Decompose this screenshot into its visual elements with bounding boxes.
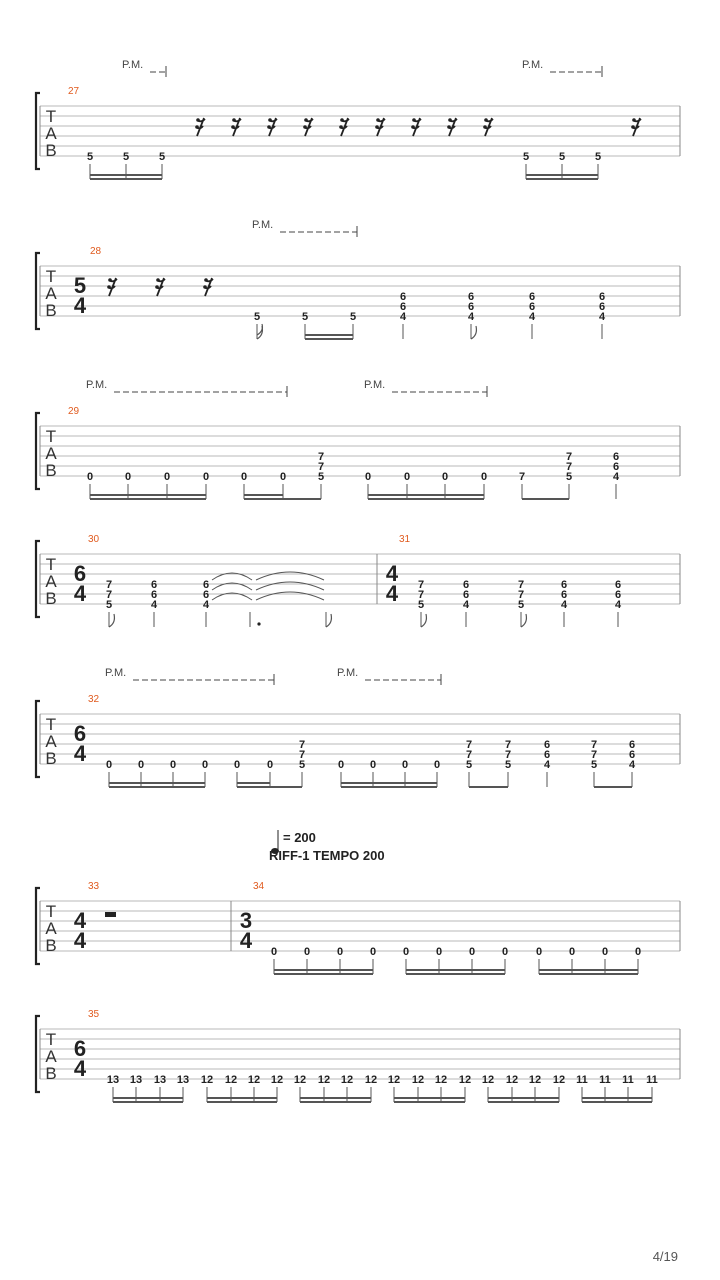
tab-clef-letter: B — [45, 936, 57, 955]
system-bracket — [36, 1016, 40, 1092]
staff-system-1 — [36, 59, 680, 179]
palm-mute-label: P.M. — [364, 379, 386, 391]
fret-number: 13 — [176, 1074, 190, 1086]
fret-number: 0 — [279, 471, 287, 483]
time-signature-top: 3 — [239, 908, 253, 933]
note-flag — [521, 614, 526, 627]
staff-system-6 — [36, 830, 680, 974]
time-signature-bottom: 4 — [239, 928, 253, 953]
fret-number: 12 — [387, 1074, 401, 1086]
fret-number: 4 — [614, 599, 622, 611]
fret-number: 6 — [612, 461, 620, 473]
palm-mute-label: P.M. — [86, 379, 108, 391]
fret-number: 6 — [528, 301, 536, 313]
rest-dot — [108, 278, 112, 282]
tab-clef-letter: B — [45, 461, 57, 480]
fret-number: 6 — [614, 579, 622, 591]
fret-number: 0 — [169, 759, 177, 771]
fret-number: 6 — [399, 301, 407, 313]
fret-number: 5 — [594, 151, 602, 163]
fret-number: 7 — [504, 749, 512, 761]
fret-number: 5 — [317, 471, 325, 483]
fret-number: 4 — [543, 759, 551, 771]
page-number: 4/19 — [652, 1249, 678, 1264]
time-signature-top: 6 — [73, 561, 87, 586]
palm-mute-label: P.M. — [522, 59, 544, 71]
fret-number: 5 — [349, 311, 357, 323]
fret-number: 12 — [505, 1074, 519, 1086]
fret-number: 7 — [517, 589, 525, 601]
fret-number: 12 — [528, 1074, 542, 1086]
tab-clef-letter: A — [45, 1047, 57, 1066]
tab-clef-letter: B — [45, 141, 57, 160]
fret-number: 6 — [614, 589, 622, 601]
fret-number: 5 — [253, 311, 261, 323]
fret-number: 5 — [298, 759, 306, 771]
rest-dot — [155, 285, 159, 289]
rest-dot — [195, 125, 199, 129]
fret-number: 13 — [106, 1074, 120, 1086]
fret-number: 7 — [298, 739, 306, 751]
time-signature-bottom: 4 — [385, 581, 399, 606]
fret-number: 12 — [200, 1074, 214, 1086]
bar-number: 30 — [88, 534, 100, 545]
fret-number: 5 — [105, 599, 113, 611]
fret-number: 12 — [411, 1074, 425, 1086]
fret-number: 7 — [317, 461, 325, 473]
fret-number: 12 — [340, 1074, 354, 1086]
fret-number: 6 — [202, 579, 210, 591]
fret-number: 11 — [576, 1074, 588, 1086]
fret-number: 12 — [317, 1074, 331, 1086]
fret-number: 4 — [399, 311, 407, 323]
section-label: RIFF-1 TEMPO 200 — [269, 848, 385, 863]
rest-dot — [304, 118, 308, 122]
fret-number: 4 — [560, 599, 568, 611]
staff-system-5 — [36, 667, 680, 787]
fret-number: 6 — [202, 589, 210, 601]
fret-number: 12 — [434, 1074, 448, 1086]
fret-number: 6 — [462, 589, 470, 601]
time-signature-bottom: 4 — [73, 1056, 87, 1081]
fret-number: 0 — [266, 759, 274, 771]
fret-number: 5 — [565, 471, 573, 483]
fret-number: 0 — [601, 946, 609, 958]
rest-dot — [376, 118, 380, 122]
rest-dot — [339, 125, 343, 129]
fret-number: 0 — [137, 759, 145, 771]
fret-number: 12 — [481, 1074, 495, 1086]
fret-number: 4 — [202, 599, 210, 611]
fret-number: 0 — [201, 759, 209, 771]
fret-number: 11 — [622, 1074, 634, 1086]
fret-number: 0 — [270, 946, 278, 958]
fret-number: 6 — [462, 579, 470, 591]
rest-dot — [484, 118, 488, 122]
fret-number: 6 — [150, 579, 158, 591]
time-signature-top: 5 — [73, 273, 87, 298]
bar-number: 33 — [88, 881, 100, 892]
fret-number: 0 — [369, 759, 377, 771]
fret-number: 0 — [336, 946, 344, 958]
rest-dot — [204, 278, 208, 282]
fret-number: 6 — [598, 291, 606, 303]
half-rest — [105, 912, 116, 917]
rest-dot — [196, 118, 200, 122]
fret-number: 6 — [560, 589, 568, 601]
fret-number: 0 — [634, 946, 642, 958]
fret-number: 6 — [528, 291, 536, 303]
time-signature-top: 6 — [73, 721, 87, 746]
fret-number: 6 — [612, 451, 620, 463]
fret-number: 6 — [399, 291, 407, 303]
fret-number: 7 — [504, 739, 512, 751]
note-flag — [471, 326, 476, 339]
tab-clef-letter: A — [45, 572, 57, 591]
time-signature-top: 4 — [73, 908, 87, 933]
fret-number: 7 — [565, 461, 573, 473]
rest-dot — [448, 118, 452, 122]
fret-number: 5 — [465, 759, 473, 771]
fret-number: 7 — [105, 589, 113, 601]
time-signature-bottom: 4 — [73, 741, 87, 766]
fret-number: 12 — [364, 1074, 378, 1086]
tab-clef-letter: A — [45, 732, 57, 751]
fret-number: 0 — [202, 471, 210, 483]
fret-number: 5 — [504, 759, 512, 771]
note-flag — [421, 614, 426, 627]
time-signature-bottom: 4 — [73, 581, 87, 606]
fret-number: 0 — [568, 946, 576, 958]
fret-number: 7 — [590, 739, 598, 751]
fret-number: 0 — [401, 759, 409, 771]
tie-arc — [256, 582, 324, 590]
system-bracket — [36, 701, 40, 777]
tab-clef-letter: B — [45, 749, 57, 768]
fret-number: 5 — [301, 311, 309, 323]
fret-number: 7 — [465, 739, 473, 751]
fret-number: 0 — [233, 759, 241, 771]
fret-number: 6 — [543, 739, 551, 751]
fret-number: 0 — [303, 946, 311, 958]
fret-number: 12 — [247, 1074, 261, 1086]
fret-number: 5 — [158, 151, 166, 163]
fret-number: 0 — [433, 759, 441, 771]
fret-number: 6 — [628, 739, 636, 751]
dot — [257, 622, 260, 625]
bar-number: 32 — [88, 694, 100, 705]
rest-dot — [632, 118, 636, 122]
fret-number: 12 — [552, 1074, 566, 1086]
palm-mute-label: P.M. — [337, 667, 359, 679]
fret-number: 0 — [441, 471, 449, 483]
fret-number: 0 — [480, 471, 488, 483]
system-bracket — [36, 541, 40, 617]
bar-number: 28 — [90, 246, 102, 257]
fret-number: 0 — [535, 946, 543, 958]
fret-number: 4 — [528, 311, 536, 323]
rest-dot — [268, 118, 272, 122]
fret-number: 7 — [517, 579, 525, 591]
tab-clef-letter: T — [45, 715, 57, 734]
fret-number: 11 — [599, 1074, 611, 1086]
fret-number: 5 — [517, 599, 525, 611]
tab-clef-letter: T — [45, 107, 57, 126]
fret-number: 0 — [468, 946, 476, 958]
rest-dot — [375, 125, 379, 129]
tab-clef-letter: B — [45, 1064, 57, 1083]
rest-dot — [107, 285, 111, 289]
tab-clef-letter: B — [45, 301, 57, 320]
fret-number: 0 — [240, 471, 248, 483]
fret-number: 0 — [501, 946, 509, 958]
system-bracket — [36, 93, 40, 169]
rest-dot — [231, 125, 235, 129]
tab-clef-letter: T — [45, 1030, 57, 1049]
fret-number: 4 — [150, 599, 158, 611]
tab-clef-letter: A — [45, 124, 57, 143]
fret-number: 6 — [560, 579, 568, 591]
note-flag — [326, 614, 331, 627]
rest-dot — [411, 125, 415, 129]
fret-number: 0 — [403, 471, 411, 483]
fret-number: 7 — [565, 451, 573, 463]
fret-number: 7 — [317, 451, 325, 463]
tab-clef-letter: A — [45, 284, 57, 303]
tab-clef-letter: B — [45, 589, 57, 608]
tab-clef-letter: T — [45, 555, 57, 574]
fret-number: 7 — [417, 579, 425, 591]
system-bracket — [36, 888, 40, 964]
palm-mute-label: P.M. — [122, 59, 144, 71]
fret-number: 6 — [467, 291, 475, 303]
fret-number: 5 — [590, 759, 598, 771]
bar-number: 34 — [253, 881, 265, 892]
rest-dot — [303, 125, 307, 129]
note-flag — [109, 614, 114, 627]
fret-number: 4 — [598, 311, 606, 323]
fret-number: 7 — [590, 749, 598, 761]
staff-system-2 — [36, 219, 680, 339]
fret-number: 4 — [628, 759, 636, 771]
rest-dot — [232, 118, 236, 122]
fret-number: 13 — [129, 1074, 143, 1086]
time-signature-bottom: 4 — [73, 928, 87, 953]
fret-number: 0 — [364, 471, 372, 483]
fret-number: 6 — [598, 301, 606, 313]
fret-number: 4 — [467, 311, 475, 323]
fret-number: 13 — [153, 1074, 167, 1086]
fret-number: 0 — [402, 946, 410, 958]
rest-dot — [412, 118, 416, 122]
fret-number: 0 — [86, 471, 94, 483]
fret-number: 7 — [298, 749, 306, 761]
bar-number: 27 — [68, 86, 80, 97]
tab-clef-letter: T — [45, 427, 57, 446]
rest-dot — [447, 125, 451, 129]
fret-number: 6 — [628, 749, 636, 761]
bar-number: 29 — [68, 406, 80, 417]
fret-number: 5 — [122, 151, 130, 163]
fret-number: 6 — [543, 749, 551, 761]
fret-number: 7 — [518, 471, 526, 483]
bar-number: 35 — [88, 1009, 100, 1020]
fret-number: 6 — [467, 301, 475, 313]
fret-number: 12 — [270, 1074, 284, 1086]
palm-mute-label: P.M. — [105, 667, 127, 679]
fret-number: 0 — [369, 946, 377, 958]
fret-number: 0 — [163, 471, 171, 483]
rest-dot — [631, 125, 635, 129]
fret-number: 4 — [462, 599, 470, 611]
staff-system-4 — [36, 534, 680, 627]
rest-dot — [156, 278, 160, 282]
fret-number: 0 — [105, 759, 113, 771]
fret-number: 12 — [224, 1074, 238, 1086]
rest-dot — [340, 118, 344, 122]
time-signature-top: 4 — [385, 561, 399, 586]
fret-number: 5 — [522, 151, 530, 163]
fret-number: 5 — [86, 151, 94, 163]
fret-number: 12 — [293, 1074, 307, 1086]
system-bracket — [36, 413, 40, 489]
tab-clef-letter: T — [45, 902, 57, 921]
fret-number: 12 — [458, 1074, 472, 1086]
fret-number: 7 — [105, 579, 113, 591]
rest-dot — [203, 285, 207, 289]
fret-number: 7 — [417, 589, 425, 601]
fret-number: 4 — [612, 471, 620, 483]
fret-number: 0 — [337, 759, 345, 771]
fret-number: 11 — [646, 1074, 658, 1086]
fret-number: 0 — [435, 946, 443, 958]
staff-system-7 — [36, 1009, 680, 1102]
time-signature-top: 6 — [73, 1036, 87, 1061]
staff-system-3 — [36, 379, 680, 499]
fret-number: 5 — [558, 151, 566, 163]
fret-number: 6 — [150, 589, 158, 601]
tab-clef-letter: A — [45, 444, 57, 463]
tab-clef-letter: T — [45, 267, 57, 286]
tempo-marking: = 200 — [283, 830, 316, 845]
time-signature-bottom: 4 — [73, 293, 87, 318]
fret-number: 7 — [465, 749, 473, 761]
tie-arc — [256, 592, 324, 600]
tie-arc — [256, 572, 324, 580]
rest-dot — [267, 125, 271, 129]
system-bracket — [36, 253, 40, 329]
rest-dot — [483, 125, 487, 129]
bar-number: 31 — [399, 534, 411, 545]
tab-clef-letter: A — [45, 919, 57, 938]
palm-mute-label: P.M. — [252, 219, 274, 231]
fret-number: 0 — [124, 471, 132, 483]
fret-number: 5 — [417, 599, 425, 611]
